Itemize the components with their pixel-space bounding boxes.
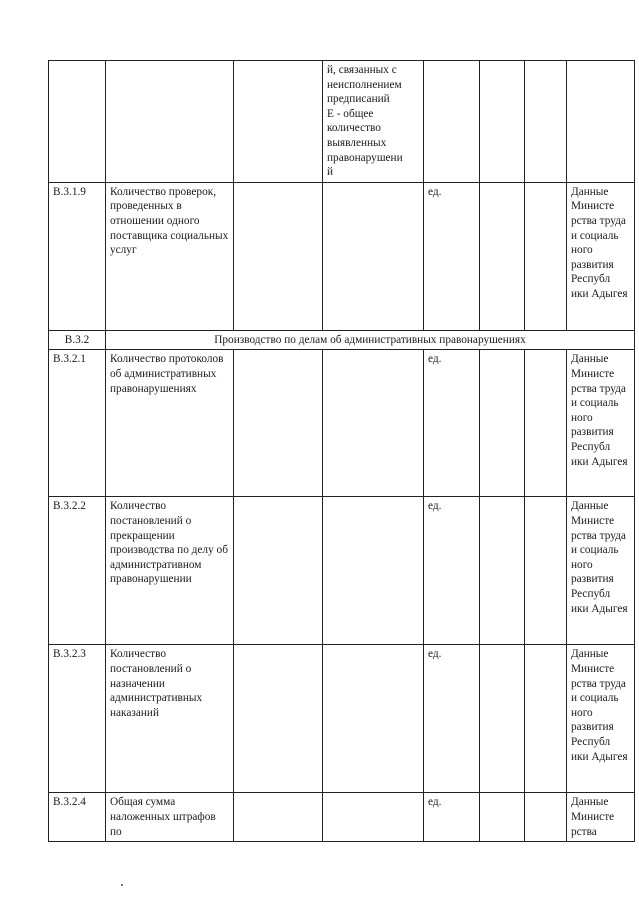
cell-empty (234, 645, 323, 793)
row-unit: ед. (424, 350, 480, 497)
cell-empty (323, 497, 424, 645)
cell-source (567, 61, 635, 183)
section-title: Производство по делам об административных правонарушениях (106, 330, 635, 350)
cell-empty (525, 350, 567, 497)
row-source: Данные Министе рства (567, 793, 635, 842)
cell-empty (480, 61, 525, 183)
row-source: Данные Министе рства труда и социаль ного развития Республ ики Адыгея (567, 350, 635, 497)
cell-empty (480, 497, 525, 645)
row-source: Данные Министе рства труда и социаль ного развития Республ ики Адыгея (567, 182, 635, 330)
cell-unit (424, 61, 480, 183)
cell-empty (323, 350, 424, 497)
scan-speck (121, 884, 123, 886)
cell-empty (480, 645, 525, 793)
cell-empty (525, 497, 567, 645)
cell-empty (234, 497, 323, 645)
cell-empty (234, 793, 323, 842)
row-unit: ед. (424, 793, 480, 842)
cell-empty (234, 350, 323, 497)
indicators-table (48, 60, 635, 842)
row-code: В.3.2.1 (49, 350, 106, 497)
cell-empty (525, 645, 567, 793)
cell-code (49, 61, 106, 183)
row-code: В.3.2.3 (49, 645, 106, 793)
cell-empty (234, 61, 323, 183)
row-source: Данные Министе рства труда и социаль ного развития Республ ики Адыгея (567, 645, 635, 793)
table-row (49, 497, 635, 645)
row-code: В.3.2.4 (49, 793, 106, 842)
row-name: Количество постановлений о прекращении производства по делу об административном правонарушении (106, 497, 234, 645)
row-unit: ед. (424, 497, 480, 645)
cell-empty (323, 793, 424, 842)
cell-name (106, 61, 234, 183)
cell-empty (323, 182, 424, 330)
cell-empty (480, 793, 525, 842)
table-row (49, 182, 635, 330)
table-row (49, 793, 635, 842)
table-row (49, 350, 635, 497)
row-name: Количество постановлений о назначении административных наказаний (106, 645, 234, 793)
cell-empty (525, 793, 567, 842)
row-source: Данные Министе рства труда и социаль ного развития Республ ики Адыгея (567, 497, 635, 645)
cell-empty (323, 645, 424, 793)
row-name: Количество протоколов об административных правонарушениях (106, 350, 234, 497)
cell-empty (480, 350, 525, 497)
row-unit: ед. (424, 645, 480, 793)
section-row (49, 330, 635, 350)
cell-empty (525, 61, 567, 183)
row-code: В.3.1.9 (49, 182, 106, 330)
table-row (49, 645, 635, 793)
section-code: В.3.2 (49, 330, 106, 350)
cell-empty (525, 182, 567, 330)
row-name: Общая сумма наложенных штрафов по (106, 793, 234, 842)
cell-empty (234, 182, 323, 330)
cell-empty (480, 182, 525, 330)
cell-formula: й, связанных с неисполнением предписаний Е - общее количество выявленных правонарушени й (323, 61, 424, 183)
row-unit: ед. (424, 182, 480, 330)
row-name: Количество проверок, проведенных в отношении одного поставщика социальных услуг (106, 182, 234, 330)
table-row-continuation (49, 61, 635, 183)
row-code: В.3.2.2 (49, 497, 106, 645)
